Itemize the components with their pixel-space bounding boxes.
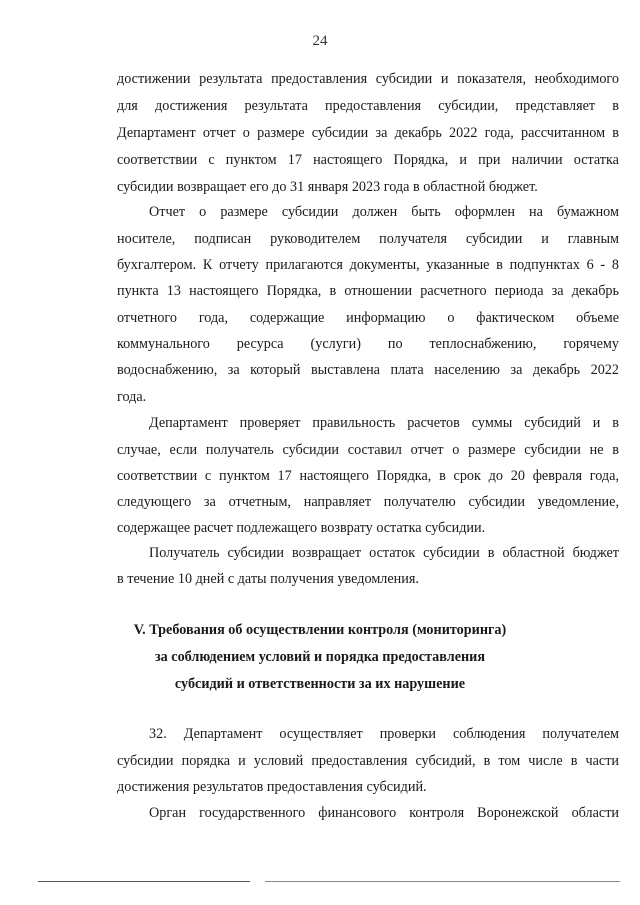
section-paragraph-1-line-3: достижения результатов предоставления субсидий. bbox=[117, 779, 427, 795]
paragraph-2-line-4: пункта 13 настоящего Порядка, в отношении расчетного периода за декабрь bbox=[117, 283, 619, 299]
section-paragraph-2-line-1: Орган государственного финансового контроля Воронежской области bbox=[149, 805, 619, 821]
paragraph-3-line-4: следующего за отчетным, направляет получателю субсидии уведомление, bbox=[117, 494, 619, 510]
paragraph-1-line-3: Департамент отчет о размере субсидии за декабрь 2022 года, рассчитанном в bbox=[117, 125, 619, 141]
page-number: 24 bbox=[312, 33, 328, 49]
paragraph-2-line-5: отчетного года, содержащие информацию о фактическом объеме bbox=[117, 310, 619, 326]
section-heading-line-1: V. Требования об осуществлении контроля (мониторинга) bbox=[133, 622, 507, 638]
paragraph-2-line-7: водоснабжению, за который выставлена плата населению за декабрь 2022 bbox=[117, 362, 619, 378]
section-heading-line-3: субсидий и ответственности за их нарушение bbox=[174, 676, 466, 692]
paragraph-1-line-5: субсидии возвращает его до 31 января 2023 года в областной бюджет. bbox=[117, 179, 538, 195]
section-paragraph-1-line-2: субсидии порядка и условий предоставления субсидий, в том числе в части bbox=[117, 753, 619, 769]
paragraph-3-line-5: содержащее расчет подлежащего возврату остатка субсидии. bbox=[117, 520, 486, 536]
paragraph-1-line-4: соответствии с пунктом 17 настоящего Порядка, и при наличии остатка bbox=[117, 152, 619, 168]
footer-rule bbox=[38, 881, 250, 882]
paragraph-3-line-2: случае, если получатель субсидии составил отчет о размере субсидии не в bbox=[117, 442, 619, 458]
paragraph-2-line-1: Отчет о размере субсидии должен быть оформлен на бумажном bbox=[149, 204, 619, 220]
paragraph-2-line-6: коммунального ресурса (услуги) по теплоснабжению, горячему bbox=[117, 336, 619, 352]
paragraph-4-line-1: Получатель субсидии возвращает остаток субсидии в областной бюджет bbox=[149, 545, 619, 561]
paragraph-2-line-8: года. bbox=[117, 389, 147, 405]
footer-rule-right bbox=[265, 881, 620, 882]
paragraph-1-line-2: для достижения результата предоставления субсидии, представляет в bbox=[117, 98, 619, 114]
paragraph-2-line-2: носителе, подписан руководителем получателя субсидии и главным bbox=[117, 231, 619, 247]
paragraph-1-line-1: достижении результата предоставления субсидии и показателя, необходимого bbox=[117, 71, 619, 87]
paragraph-3-line-3: соответствии с пунктом 17 настоящего Порядка, в срок до 20 февраля года, bbox=[117, 468, 619, 484]
paragraph-2-line-3: бухгалтером. К отчету прилагаются документы, указанные в подпунктах 6 - 8 bbox=[117, 257, 619, 273]
paragraph-3-line-1: Департамент проверяет правильность расчетов суммы субсидий и в bbox=[149, 415, 619, 431]
paragraph-4-line-2: в течение 10 дней с даты получения уведомления. bbox=[117, 571, 419, 587]
section-paragraph-1-line-1: 32. Департамент осуществляет проверки соблюдения получателем bbox=[149, 726, 619, 742]
section-heading-line-2: за соблюдением условий и порядка предоставления bbox=[154, 649, 486, 665]
